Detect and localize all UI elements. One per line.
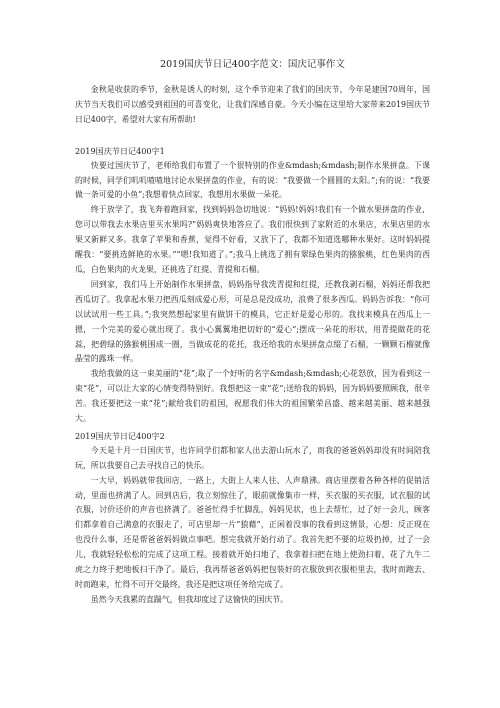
diary-section-1 [75, 144, 430, 427]
section-paragraph: 回到家，我们马上开始制作水果拼盘，妈妈指导我洗青提和红提，还教我剥石榴，妈妈还帮我把西瓜切了。我拿起水果刀把西瓜刻成爱心形，可是总是没成功，浪费了很多西瓜。妈妈告诉我：“你可以试试用一些工具。”;我突然想起家里有做饼干的模具，它正好是爱心形的。我找来模具在西瓜上一摁，一个完美的爱心就出现了。我小心翼翼地把切好的“爱心”;摆成一朵花的形状，用青提做花的花蕊，把碧绿的猕猴桃围成一圈，当做成花的花托，我还给我的水果拼盘点缀了石榴，一颗颗石榴就像晶莹的露珠一样。 [75, 279, 430, 364]
section-paragraph: 今天是十月一日国庆节，也许同学们都和家人出去游山玩水了，而我的爸爸妈妈却没有时间陪我玩，所以我要自己去寻找自己的快乐。 [75, 445, 430, 470]
section-paragraph: 虽然今天我累的直踹气，但我却度过了这愉快的国庆节。 [90, 594, 289, 604]
section-paragraph: 快要过国庆节了，老师给我们布置了一个很特别的作业&mdash;&mdash;制作水果拼盘。下课的时候，同学们叽叽喳喳地讨论水果拼盘的作业，有的说：“我要做一个圆圆的太阳。”;有的说：“我要做一条可爱的小鱼”;我想着快点回家，我想用水果做一朵花。 [75, 160, 430, 200]
section-paragraph: 我给我做的这一束美丽的“花”;取了一个好听的名字&mdash;&mdash;心花怒放，因为看到这一束“花”，可以让大家的心情变得特别好。我想把这一束“花”;送给我的妈妈，因为妈妈要照顾我，很辛苦。我还要把这一束“花”;献给我们的祖国，祝愿我们伟大的祖国繁荣昌盛、越来越美丽、越来越强大。 [75, 369, 430, 424]
section-paragraph: 终于放学了，我飞奔着跑回家，找到妈妈急切地说：“妈妈!妈妈!我们有一个做水果拼盘的作业，您可以带我去水果店里买水果吗?”妈妈爽快地答应了。我们很快到了家附近的水果店，水果店里的水果又新鲜又多。我拿了苹果和香蕉，觉得不好看，又放下了，我都不知道选哪种水果好。这时妈妈提醒我：“要挑选鲜艳的水果。”“嗯!我知道了。”;我马上挑选了拥有翠绿色果肉的猕猴桃，红色果肉的西瓜，白色果肉的火龙果，还挑选了红提、青提和石榴。 [75, 205, 430, 274]
section-title: 2019国庆节日记400字2 [75, 430, 165, 441]
section-title: 2019国庆节日记400字1 [75, 145, 165, 156]
intro-block [75, 83, 430, 128]
intro-paragraph: 金秋是收获的季节，金秋是诱人的时刻，这个季节迎来了我们的国庆节，今年是建国70周年，国庆节当天我们可以感受到祖国的可喜变化，让我们深感自豪。今天小编在这里给大家带来2019国庆节日记400字，希望对大家有所帮助! [75, 85, 430, 124]
section-paragraph: 一大早，妈妈就带我回店，一路上，大街上人来人往、人声鼎沸。商店里摆着各种各样的促销活动，里面也挤满了人。回到店后，我立刻惊住了，眼前就像集市一样，买衣服的买衣服，试衣服的试衣服，讨价还价的声音也挤满了。爸爸忙得手忙脚乱，妈妈见状，也上去帮忙，过了好一会儿，顾客们都拿着自己满意的衣服走了，可店里却一片“狼藉”，正闲着没事的我看到这情景，心想：反正现在也没什么事，还是帮爸爸妈妈做点事吧。想完我就开始行动了。我首先把不要的垃圾扔掉，过了一会儿，我就轻轻松松的完成了这项工程。接着就开始扫地了，我拿着扫把在地上使劲扫着，花了九牛二虎之力终于把地板扫干净了。最后，我再帮爸爸妈妈把包装好的衣服放到衣服柜里去，我时而跑去、时而跑来，忙得不可开交最终，我还是把这项任务给完成了。 [75, 475, 430, 589]
document-title: 2019国庆节日记400字范文：国庆记事作文 [160, 59, 345, 70]
diary-section-2 [75, 429, 430, 608]
